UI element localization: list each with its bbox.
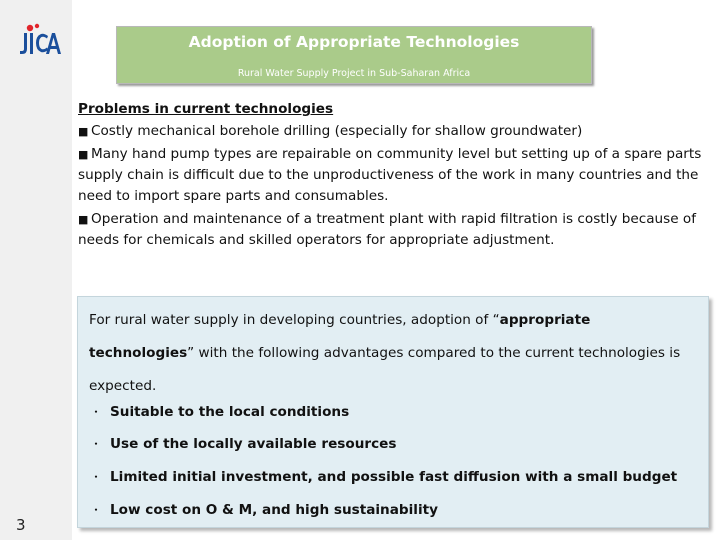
appropriate-technologies-box	[77, 296, 709, 528]
jica-logo-icon	[10, 22, 62, 62]
slide-subtitle: Rural Water Supply Project in Sub-Saharan Africa	[237, 68, 471, 79]
square-bullet-icon: ■	[78, 148, 89, 161]
problems-section	[78, 99, 712, 251]
advantage-text: Suitable to the local conditions	[110, 404, 350, 420]
intro-text-end: ” with the following advantages compared to the current technologies is expected.	[89, 345, 681, 394]
slide-title: Adoption of Appropriate Technologies	[188, 33, 520, 51]
square-bullet-icon: ■	[78, 213, 89, 226]
dot-bullet-icon: ・	[90, 503, 103, 517]
advantage-text: Low cost on O & M, and high sustainability	[110, 502, 438, 518]
advantage-text: Use of the locally available resources	[110, 436, 397, 452]
dot-bullet-icon: ・	[90, 437, 103, 451]
square-bullet-icon: ■	[78, 125, 89, 138]
page-number: 3	[16, 516, 26, 534]
problem-text: Costly mechanical borehole drilling (especially for shallow groundwater)	[91, 123, 583, 139]
problem-item-treatment-plant	[78, 209, 712, 251]
dot-bullet-icon: ・	[90, 470, 103, 484]
advantage-item	[90, 501, 438, 518]
problem-item-drilling	[78, 121, 712, 142]
dot-bullet-icon: ・	[90, 405, 103, 419]
advantage-item	[90, 468, 677, 485]
problems-heading: Problems in current technologies	[78, 101, 334, 117]
problem-text: Operation and maintenance of a treatment plant with rapid filtration is costly because of needs for chemicals and skilled operators for appropriate adjustment.	[78, 211, 697, 248]
problem-item-hand-pump	[78, 144, 712, 207]
title-banner	[116, 26, 592, 84]
problem-text: Many hand pump types are repairable on community level but setting up of a spare parts supply chain is difficult due to the unproductiveness of the work in many countries and the need to import spare parts and consumables.	[78, 146, 702, 204]
left-sidebar	[0, 0, 72, 540]
advantage-text: Limited initial investment, and possible fast diffusion with a small budget	[110, 469, 678, 485]
advantage-item	[90, 403, 349, 420]
intro-paragraph	[89, 304, 699, 403]
intro-text-start: For rural water supply in developing countries, adoption of “	[89, 312, 500, 328]
advantage-item	[90, 435, 396, 452]
intro-text-emphasis: appropriate technologies	[89, 312, 591, 361]
